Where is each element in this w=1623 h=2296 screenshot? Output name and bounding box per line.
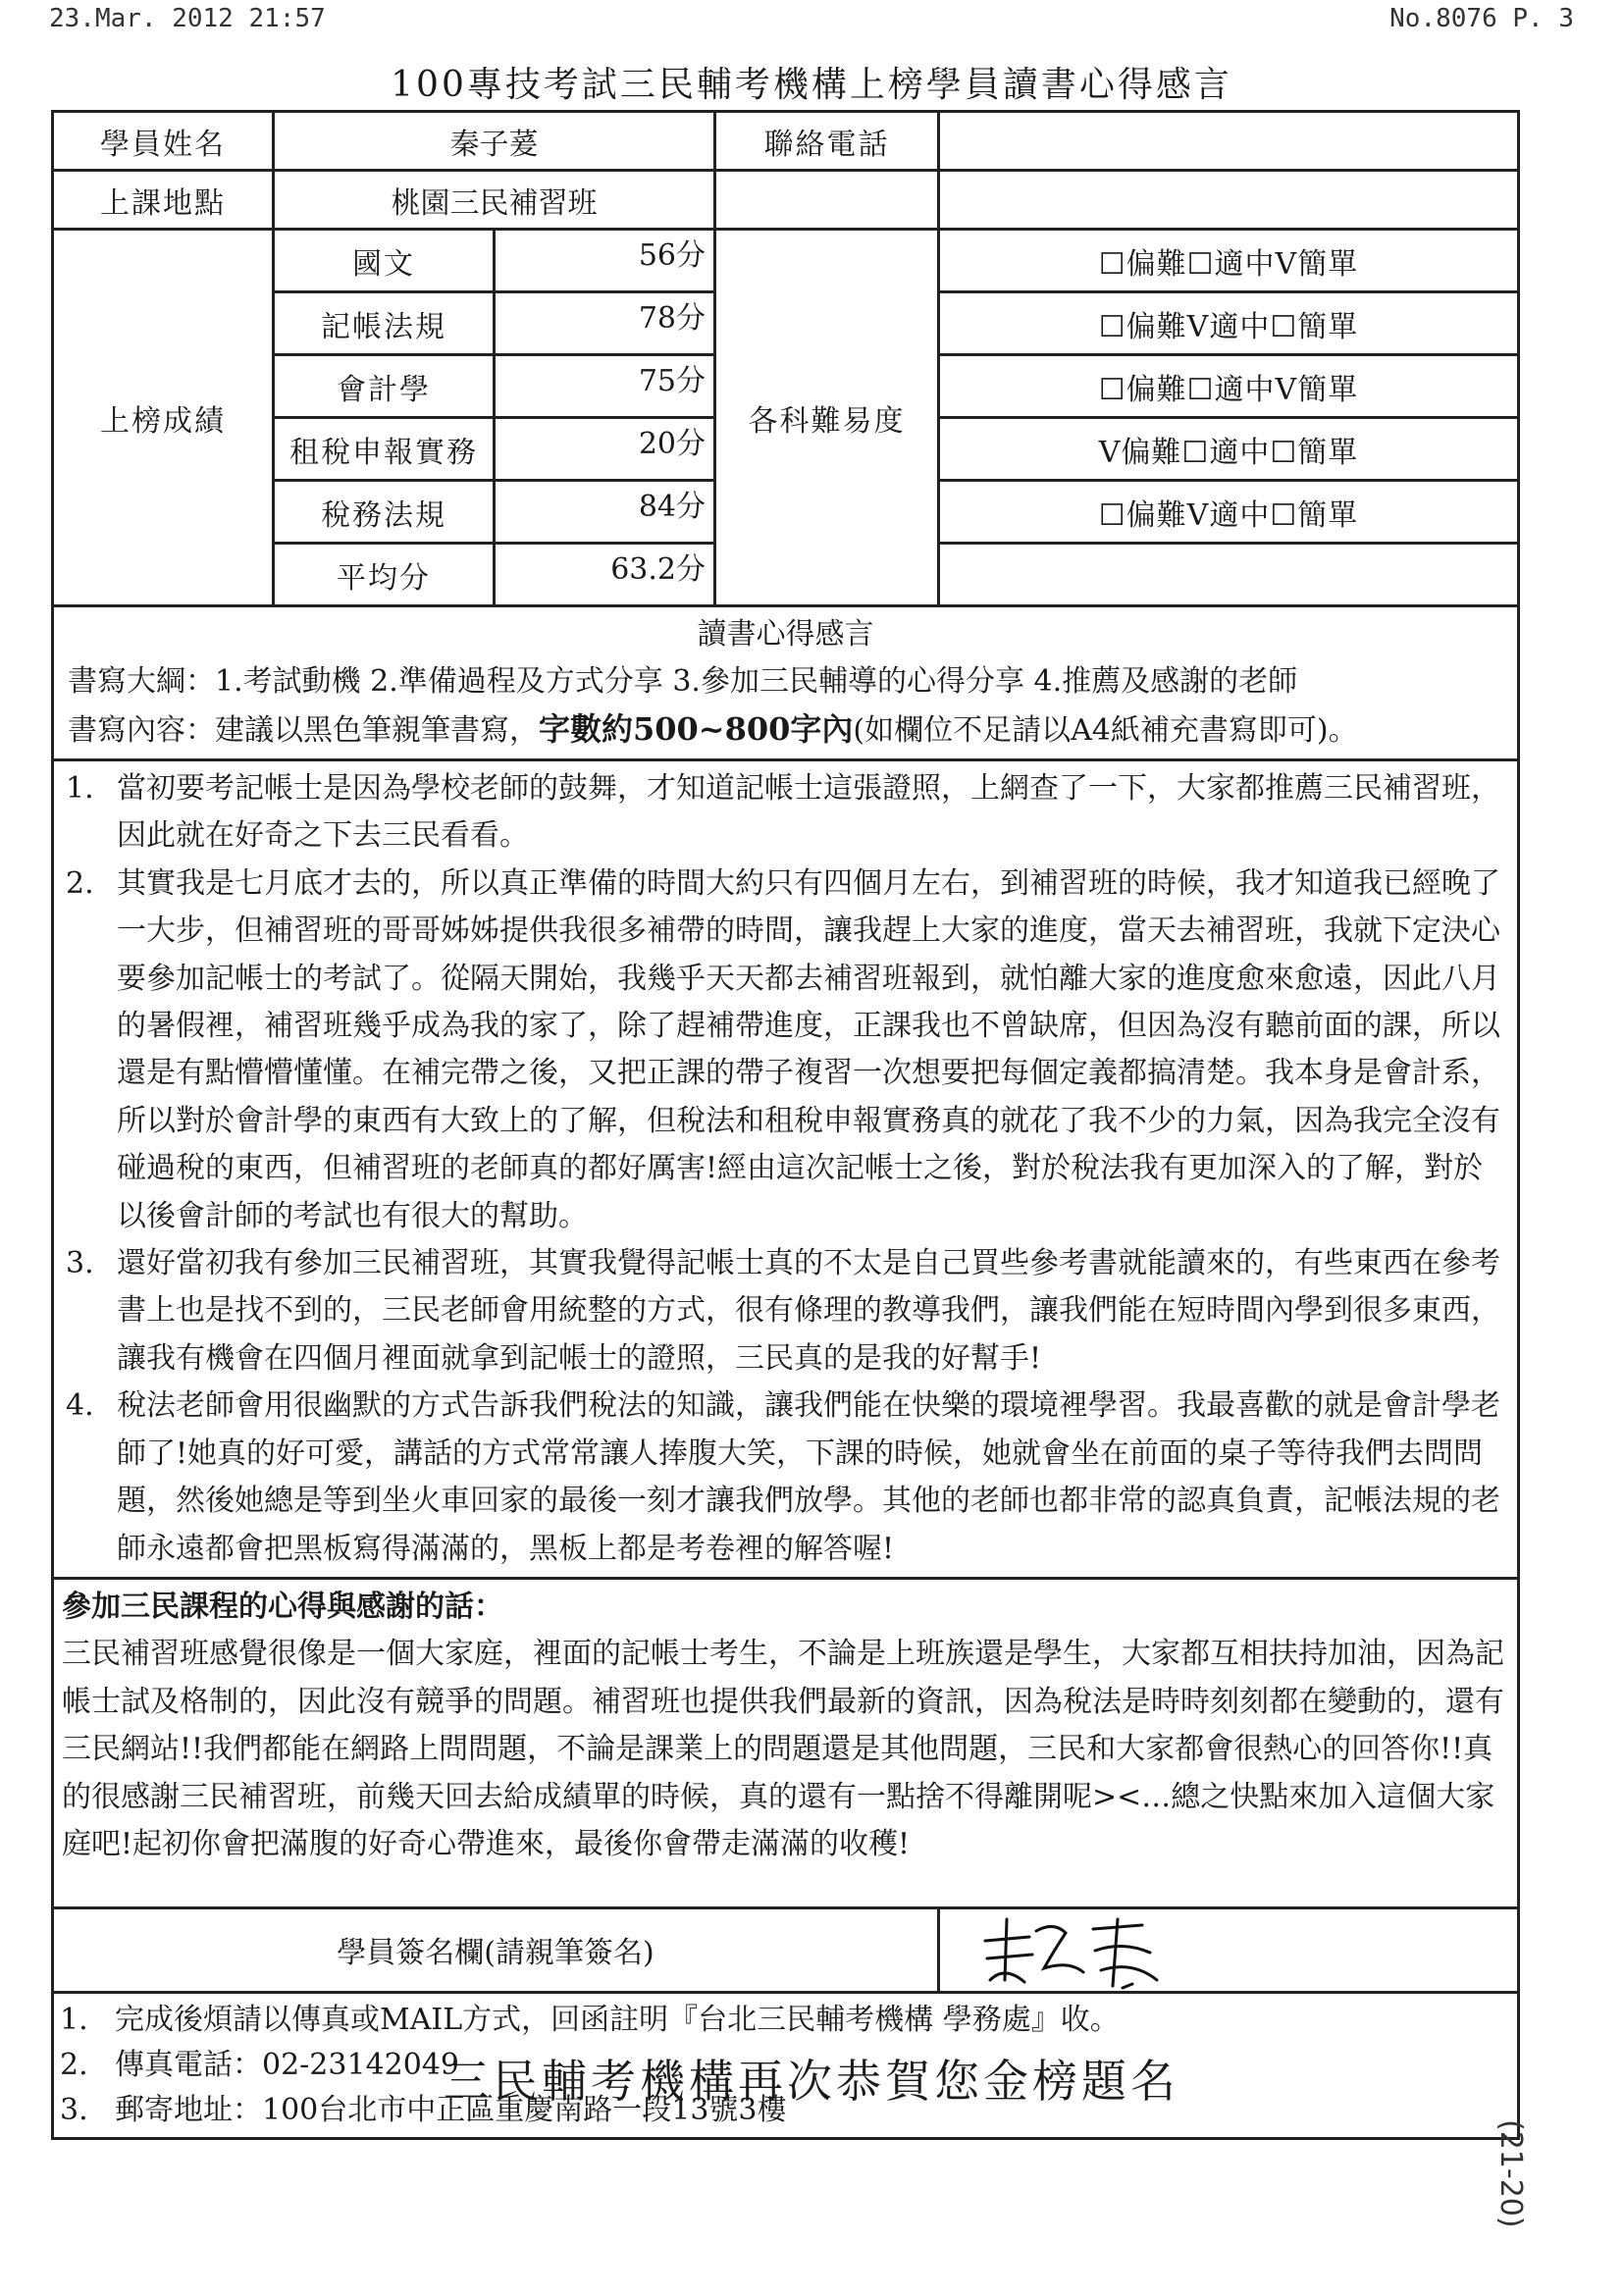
subject-score: 20分 xyxy=(495,418,715,481)
thanks-text: 三民補習班感覺很像是一個大家庭，裡面的記帳士考生，不論是上班族還是學生，大家都互相扶持加油，因為記帳士試及格制的，因此沒有競爭的問題。補習班也提供我們最新的資訊，因為稅法是時時刻刻都在變動的，還有三民網站!!我們都能在網路上問問題，不論是課業上的問題還是其他問題，三民和大家都會很熱心的回答你!!真的很感謝三民補習班，前幾天回去給成績單的時候，真的還有一點捨不得離開呢><…總之快點來加入這個大家庭吧!起初你會把滿腹的好奇心帶進來，最後你會帶走滿滿的收穫! xyxy=(62,1637,1504,1861)
paragraph-text: 其實我是七月底才去的，所以真正準備的時間大約只有四個月左右，到補習班的時候，我才知道我已經晚了一大步，但補習班的哥哥姊姊提供我很多補帶的時間，讓我趕上大家的進度，當天去補習班，我就下定決心要參加記帳士的考試了。從隔天開始，我幾乎天天都去補習班報到，就怕離大家的進度愈來愈遠，因此八月的暑假裡，補習班幾乎成為我的家了，除了趕補帶進度，正課我也不曾缺席，但因為沒有聽前面的課，所以還是有點懵懵懂懂。在補完帶之後，又把正課的帶子複習一次想要把每個定義都搞清楚。我本身是會計系，所以對於會計學的東西有大致上的了解，但稅法和租稅申報實務真的就花了我不少的力氣，因為我完全沒有碰過稅的東西，但補習班的老師真的都好厲害!經由這次記帳士之後，對於稅法我有更加深入的了解，對於以後會計師的考試也有很大的幫助。 xyxy=(117,865,1500,1233)
subject-score: 75分 xyxy=(495,355,715,418)
subject-score: 56分 xyxy=(495,230,715,292)
phone-value xyxy=(939,112,1519,171)
subject-difficulty: ☐偏難V適中☐簡單 xyxy=(939,481,1519,544)
signature-label: 學員簽名欄(請親筆簽名) xyxy=(53,1907,939,1992)
subject-difficulty: V偏難☐適中☐簡單 xyxy=(939,418,1519,481)
location-label: 上課地點 xyxy=(53,171,274,230)
empty-cell xyxy=(939,171,1519,230)
guidelines-content-suffix: (如欄位不足請以A4紙補充書寫即可)。 xyxy=(853,713,1358,748)
location-value: 桃園三民補習班 xyxy=(274,171,715,230)
paragraph-number: 3. xyxy=(66,1246,94,1281)
note-number: 1. xyxy=(60,2002,88,2037)
guidelines-content xyxy=(68,705,1503,755)
paragraph-text: 稅法老師會用很幽默的方式告訴我們稅法的知識，讓我們能在快樂的環境裡學習。我最喜歡的就是會計學老師了!她真的好可愛，講話的方式常常讓人捧腹大笑，下課的時候，她就會坐在前面的桌子等待我們去問問題，然後她總是等到坐火車回家的最後一刻才讓我們放學。其他的老師也都非常的認真負責，記帳法規的老師永遠都會把黑板寫得滿滿的，黑板上都是考卷裡的解答喔! xyxy=(117,1388,1500,1566)
essay-paragraph xyxy=(62,765,1509,861)
thanks-heading: 參加三民課程的心得與感謝的話： xyxy=(62,1589,503,1624)
essay-paragraph xyxy=(62,1240,1509,1383)
subject-name: 記帳法規 xyxy=(274,292,495,355)
margin-note-text: (21-20) xyxy=(1493,2119,1528,2228)
paragraph-text: 當初要考記帳士是因為學校老師的鼓舞，才知道記帳士這張證照，上網查了一下，大家都推薦三民補習班，因此就在好奇之下去三民看看。 xyxy=(117,771,1500,854)
empty-cell xyxy=(939,544,1519,606)
word-count-requirement: 字數約500~800字內 xyxy=(539,710,854,748)
subject-score: 78分 xyxy=(495,292,715,355)
guidelines-title: 讀書心得感言 xyxy=(697,617,874,652)
difficulty-label: 各科難易度 xyxy=(715,230,939,606)
note-number: 2. xyxy=(60,2047,88,2082)
guidelines xyxy=(53,606,1519,760)
subject-name: 稅務法規 xyxy=(274,481,495,544)
name-label: 學員姓名 xyxy=(53,112,274,171)
document-title: 100專技考試三民輔考機構上榜學員讀書心得感言 xyxy=(391,65,1232,105)
essay-paragraph xyxy=(62,861,1509,1240)
thanks-row xyxy=(53,1578,1519,1907)
guidelines-content-prefix: 書寫內容：建議以黑色筆親筆書寫， xyxy=(68,713,539,748)
subject-difficulty: ☐偏難V適中☐簡單 xyxy=(939,292,1519,355)
note-number: 3. xyxy=(60,2092,88,2127)
average-value: 63.2分 xyxy=(495,544,715,606)
paragraph-text: 還好當初我有參加三民補習班，其實我覺得記帳士真的不太是自己買些參考書就能讀來的，有些東西在參考書上也是找不到的，三民老師會用統整的方式，很有條理的教導我們，讓我們能在短時間內學到很多東西，讓我有機會在四個月裡面就拿到記帳士的證照，三民真的是我的好幫手! xyxy=(117,1246,1500,1376)
fax-page-number: No.8076 P. 3 xyxy=(1389,4,1574,33)
paragraph-number: 1. xyxy=(66,771,94,806)
closing-message: 三民輔考機構再次恭賀您金榜題名 xyxy=(444,2055,1179,2108)
note-text: 完成後煩請以傳真或MAIL方式，回函註明『台北三民輔考機構 學務處』收。 xyxy=(115,2002,1120,2037)
essay-paragraph xyxy=(62,1383,1509,1573)
empty-cell xyxy=(715,171,939,230)
handwritten-signature xyxy=(975,1911,1191,1990)
score-row xyxy=(53,230,1519,292)
subject-difficulty: ☐偏難☐適中V簡單 xyxy=(939,355,1519,418)
scores-label: 上榜成績 xyxy=(53,230,274,606)
testimonial-form xyxy=(51,110,1520,2140)
guidelines-row xyxy=(53,606,1519,760)
paragraph-number: 4. xyxy=(66,1388,94,1424)
subject-name: 國文 xyxy=(274,230,495,292)
note-line xyxy=(60,1998,1511,2043)
name-value: 秦子萲 xyxy=(274,112,715,171)
subject-difficulty: ☐偏難☐適中V簡單 xyxy=(939,230,1519,292)
fax-timestamp: 23.Mar. 2012 21:57 xyxy=(49,4,326,33)
note-text: 郵寄地址：100台北市中正區重慶南路一段13號3樓 xyxy=(115,2092,787,2127)
essay-row xyxy=(53,760,1519,1579)
note-text: 傳真電話：02-23142049 xyxy=(115,2047,460,2082)
average-label: 平均分 xyxy=(274,544,495,606)
location-row xyxy=(53,171,1519,230)
fax-header xyxy=(29,4,1584,33)
signature-row xyxy=(53,1907,1519,1992)
thanks-section xyxy=(53,1578,1519,1907)
guidelines-outline: 書寫大綱：1.考試動機 2.準備過程及方式分享 3.參加三民輔導的心得分享 4.推薦及感謝的老師 xyxy=(68,664,1298,699)
essay-body xyxy=(53,760,1519,1579)
phone-label: 聯絡電話 xyxy=(715,112,939,171)
subject-name: 租稅申報實務 xyxy=(274,418,495,481)
handwritten-margin-note xyxy=(1472,2100,1531,2296)
subject-score: 84分 xyxy=(495,481,715,544)
paragraph-number: 2. xyxy=(66,865,94,901)
signature-box xyxy=(939,1907,1519,1992)
name-row xyxy=(53,112,1519,171)
subject-name: 會計學 xyxy=(274,355,495,418)
